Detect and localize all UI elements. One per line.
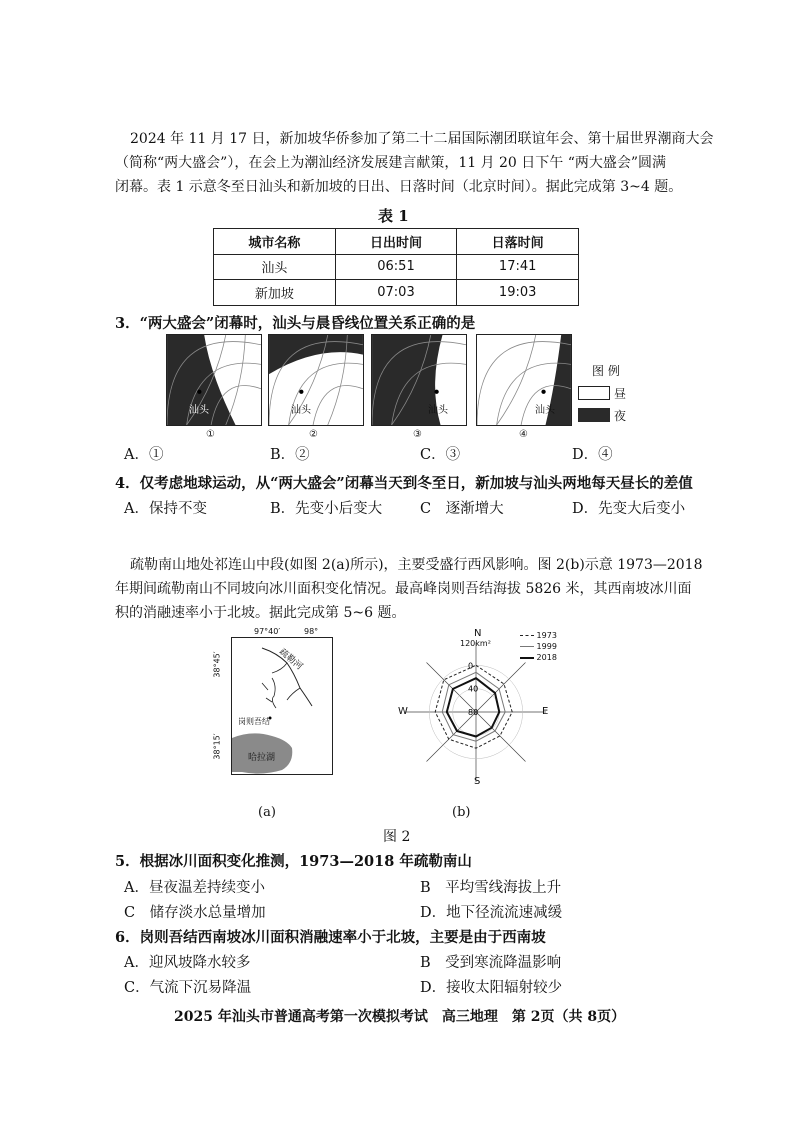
rose-tick-label: 80 — [468, 708, 479, 717]
intro2-line3: 积的消融速率小于北坡。据此完成第 5~6 题。 — [115, 605, 406, 621]
table1 — [213, 228, 579, 306]
fig2-caption: 图 2 — [383, 829, 411, 845]
intro2-line2: 年期间疏勒南山不同坡向冰川面积变化情况。最高峰岗则吾结海拔 5826 米，其西南坡冰川面 — [115, 581, 692, 597]
q6-option-b: B 受到寒流降温影响 — [420, 955, 562, 971]
page-footer: 2025 年汕头市普通高考第一次模拟考试 高三地理 第 2页（共 8页） — [174, 1009, 626, 1025]
q3-option-c: C．③ — [420, 447, 461, 463]
panel-3 — [371, 334, 467, 426]
panel-3-diagram — [372, 335, 466, 425]
table-cell: 06:51 — [335, 254, 457, 280]
legend-title: 图 例 — [592, 364, 620, 378]
rose-tick-label: 0 — [468, 661, 474, 671]
legend-day-swatch — [578, 386, 610, 400]
city-label: 汕头 — [189, 405, 209, 416]
q4-option-a: A．保持不变 — [124, 501, 207, 517]
panel-num: ④ — [519, 429, 528, 440]
map-lake-label: 哈拉湖 — [248, 753, 276, 763]
table-header: 日落时间 — [457, 229, 579, 255]
panel-1-diagram — [167, 335, 261, 425]
q3-option-a: A．① — [124, 447, 164, 463]
q3-stem: 3．“两大盛会”闭幕时，汕头与晨昏线位置关系正确的是 — [115, 315, 476, 332]
q4-stem: 4．仅考虑地球运动，从“两大盛会”闭幕当天到冬至日，新加坡与汕头两地每天昼长的差值 — [115, 475, 693, 492]
legend-day-label: 昼 — [614, 387, 627, 401]
q4-option-c: C 逐渐增大 — [420, 501, 504, 517]
intro1-line3: 闭幕。表 1 示意冬至日汕头和新加坡的日出、日落时间（北京时间）。据此完成第 3~4 题。 — [115, 179, 683, 195]
map-lon2: 98° — [304, 627, 319, 636]
table-cell: 07:03 — [335, 280, 457, 306]
city-label: 汕头 — [428, 405, 448, 416]
dir-s: S — [474, 776, 481, 787]
panel-num: ② — [309, 429, 318, 440]
legend-1973: 1973 — [520, 630, 557, 641]
table1-title: 表 1 — [378, 207, 409, 225]
rose-axis-NE — [476, 663, 525, 712]
q3-option-d: D．④ — [572, 447, 613, 463]
rose-legend — [520, 630, 557, 663]
panel-2-diagram — [269, 335, 363, 425]
q6-option-c: C．气流下沉易降温 — [124, 980, 252, 996]
rose-tick-label: 40 — [468, 684, 479, 694]
dir-e: E — [542, 706, 549, 717]
city-label: 汕头 — [535, 405, 555, 416]
fig2-sub-a: (a) — [258, 805, 276, 820]
q5-stem: 5．根据冰川面积变化推测，1973—2018 年疏勒南山 — [115, 853, 472, 870]
table-cell: 17:41 — [457, 254, 579, 280]
map-river-label: 疏勒河 — [276, 647, 305, 673]
q4-option-d: D．先变大后变小 — [572, 501, 686, 517]
city-label: 汕头 — [291, 405, 311, 416]
table-header: 日出时间 — [335, 229, 457, 255]
q6-option-a: A．迎风坡降水较多 — [124, 955, 251, 971]
panel-2 — [268, 334, 364, 426]
q4-option-b: B．先变小后变大 — [270, 501, 383, 517]
rose-unit: 120km² — [460, 639, 491, 648]
panel-num: ① — [206, 429, 215, 440]
panel-4 — [476, 334, 572, 426]
fig2-sub-b: (b) — [452, 805, 471, 820]
q5-option-c: C 储存淡水总量增加 — [124, 905, 266, 921]
table-cell: 新加坡 — [214, 280, 336, 306]
intro2-line1: 疏勒南山地处祁连山中段(如图 2(a)所示)，主要受盛行西风影响。图 2(b)示意 1973—2018 — [130, 557, 703, 573]
q5-option-b: B 平均雪线海拔上升 — [420, 880, 562, 896]
dir-w: W — [398, 706, 408, 717]
intro1-line2: （简称“两大盛会”），在会上为潮汕经济发展建言献策，11 月 20 日下午 “两大盛会”圆满 — [115, 155, 667, 171]
q5-option-d: D．地下径流流速减缓 — [420, 905, 563, 921]
dir-n: N — [474, 628, 482, 639]
table-cell: 19:03 — [457, 280, 579, 306]
legend-2018: 2018 — [520, 652, 557, 663]
map-lat2: 38°15′ — [212, 733, 222, 760]
legend-night-swatch — [578, 408, 610, 422]
intro1-line1: 2024 年 11 月 17 日，新加坡华侨参加了第二十二届国际潮团联谊年会、第十届世界潮商大会 — [130, 131, 714, 147]
panel-4-diagram — [477, 335, 571, 425]
legend-1999: 1999 — [520, 641, 557, 652]
panel-num: ③ — [413, 429, 422, 440]
q3-option-b: B．② — [270, 447, 310, 463]
table-cell: 汕头 — [214, 254, 336, 280]
rose-series-1999 — [442, 672, 505, 741]
q5-option-a: A．昼夜温差持续变小 — [124, 880, 265, 896]
map-lon1: 97°40′ — [254, 627, 281, 636]
map-peak-label: 岗则吾结 — [238, 717, 270, 726]
panel-1 — [166, 334, 262, 426]
q6-option-d: D．接收太阳辐射较少 — [420, 980, 563, 996]
q6-stem: 6．岗则吾结西南坡冰川面积消融速率小于北坡，主要是由于西南坡 — [115, 929, 546, 946]
map-figure — [231, 637, 333, 775]
table-header: 城市名称 — [214, 229, 336, 255]
legend-night-label: 夜 — [614, 409, 627, 423]
map-lat1: 38°45′ — [212, 651, 222, 678]
